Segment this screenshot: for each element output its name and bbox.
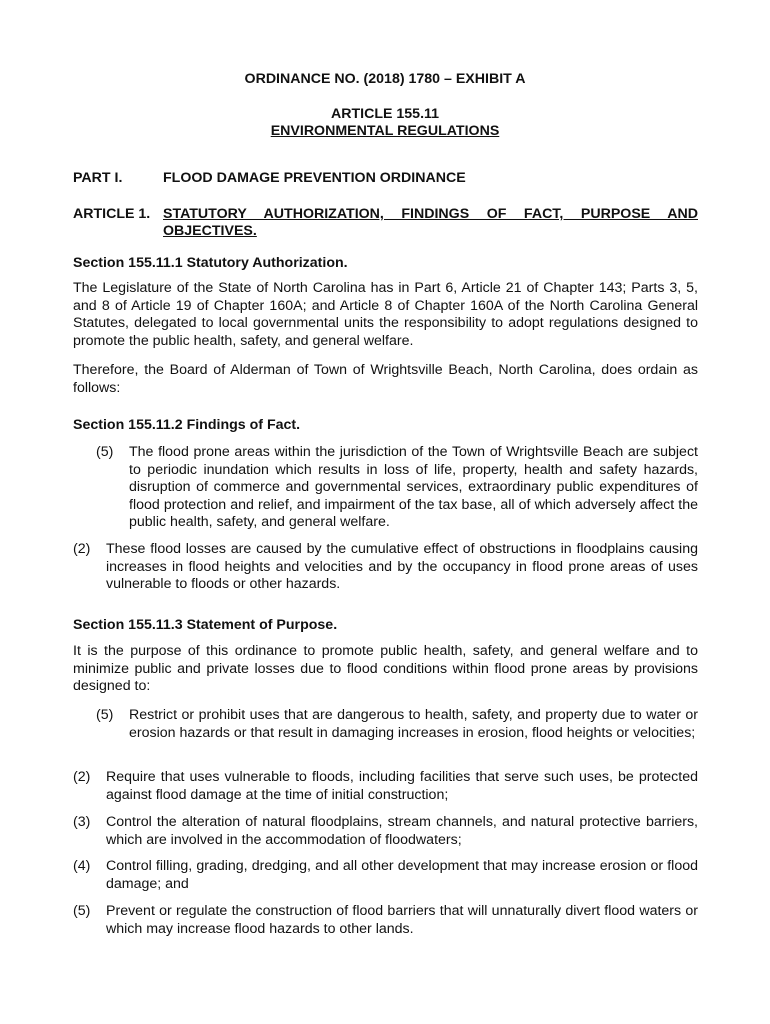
list-item-number: (3) (73, 814, 91, 830)
list-item (73, 903, 698, 938)
article1-title-line2: OBJECTIVES. (163, 223, 257, 239)
list-item (73, 814, 698, 849)
section1-ordain-paragraph: Therefore, the Board of Alderman of Town of Wrightsville Beach, North Carolina, does ordain as follows: (73, 362, 698, 396)
list-item-text: Control filling, grading, dredging, and all other development that may increase erosion or flood damage; and (106, 858, 698, 892)
article-title: ENVIRONMENTAL REGULATIONS (270, 123, 500, 139)
list-item-text: Restrict or prohibit uses that are dangerous to health, safety, and property due to water or erosion hazards or that result in damaging increases in erosion, flood heights or velocities; (129, 707, 698, 741)
list-item (73, 769, 698, 804)
list-item-text: These flood losses are caused by the cumulative effect of obstructions in floodplains causing increases in flood heights and velocities and by the occupancy in flood prone areas of uses vulnerable to floods or other hazards. (106, 541, 698, 592)
section3-intro: It is the purpose of this ordinance to promote public health, safety, and general welfare and to minimize public and private losses due to flood conditions within flood prone areas by provisions designed to: (73, 643, 698, 694)
list-item-text: Control the alteration of natural floodplains, stream channels, and natural protective barriers, which are involved in the accommodation of floodwaters; (106, 814, 698, 848)
list-item-number: (2) (73, 541, 91, 557)
list-item-text: Prevent or regulate the construction of flood barriers that will unnaturally divert flood waters or which may increase flood hazards to other lands. (106, 903, 698, 937)
article1-title-line1: STATUTORY AUTHORIZATION, FINDINGS OF FACT, PURPOSE AND (163, 206, 698, 222)
article-number: ARTICLE 155.11 (330, 106, 440, 122)
list-item-number: (5) (96, 444, 114, 460)
part-label: PART I. (73, 170, 123, 186)
list-item-number: (5) (96, 707, 114, 723)
section1-paragraph: The Legislature of the State of North Carolina has in Part 6, Article 21 of Chapter 143; Parts 3, 5, and 8 of Article 19 of Chapter 160A; and Article 8 of Chapter 160A of the North Carolina General Statutes, delegated to local governmental units the responsibility to adopt regulations designed to promote the public health, safety, and general welfare. (73, 280, 698, 349)
list-item (73, 541, 698, 594)
list-item (96, 444, 698, 532)
list-item-number: (5) (73, 903, 91, 919)
part-title: FLOOD DAMAGE PREVENTION ORDINANCE (163, 170, 466, 186)
list-item-number: (2) (73, 769, 91, 785)
list-item-text: The flood prone areas within the jurisdiction of the Town of Wrightsville Beach are subject to periodic inundation which results in loss of life, property, health and safety hazards, disruption of commerce and governmental services, extraordinary public expenditures of flood protection and relief, and impairment of the tax base, all of which adversely affect the public health, safety, and general welfare. (129, 444, 698, 530)
list-item (96, 707, 698, 742)
section3-heading: Section 155.11.3 Statement of Purpose. (73, 617, 338, 633)
section1-heading: Section 155.11.1 Statutory Authorization. (73, 255, 348, 271)
ordinance-title: ORDINANCE NO. (2018) 1780 – EXHIBIT A (244, 71, 526, 87)
article1-label: ARTICLE 1. (73, 206, 151, 222)
list-item-text: Require that uses vulnerable to floods, including facilities that serve such uses, be protected against flood damage at the time of initial construction; (106, 769, 698, 803)
list-item (73, 858, 698, 893)
list-item-number: (4) (73, 858, 91, 874)
section2-heading: Section 155.11.2 Findings of Fact. (73, 417, 301, 433)
